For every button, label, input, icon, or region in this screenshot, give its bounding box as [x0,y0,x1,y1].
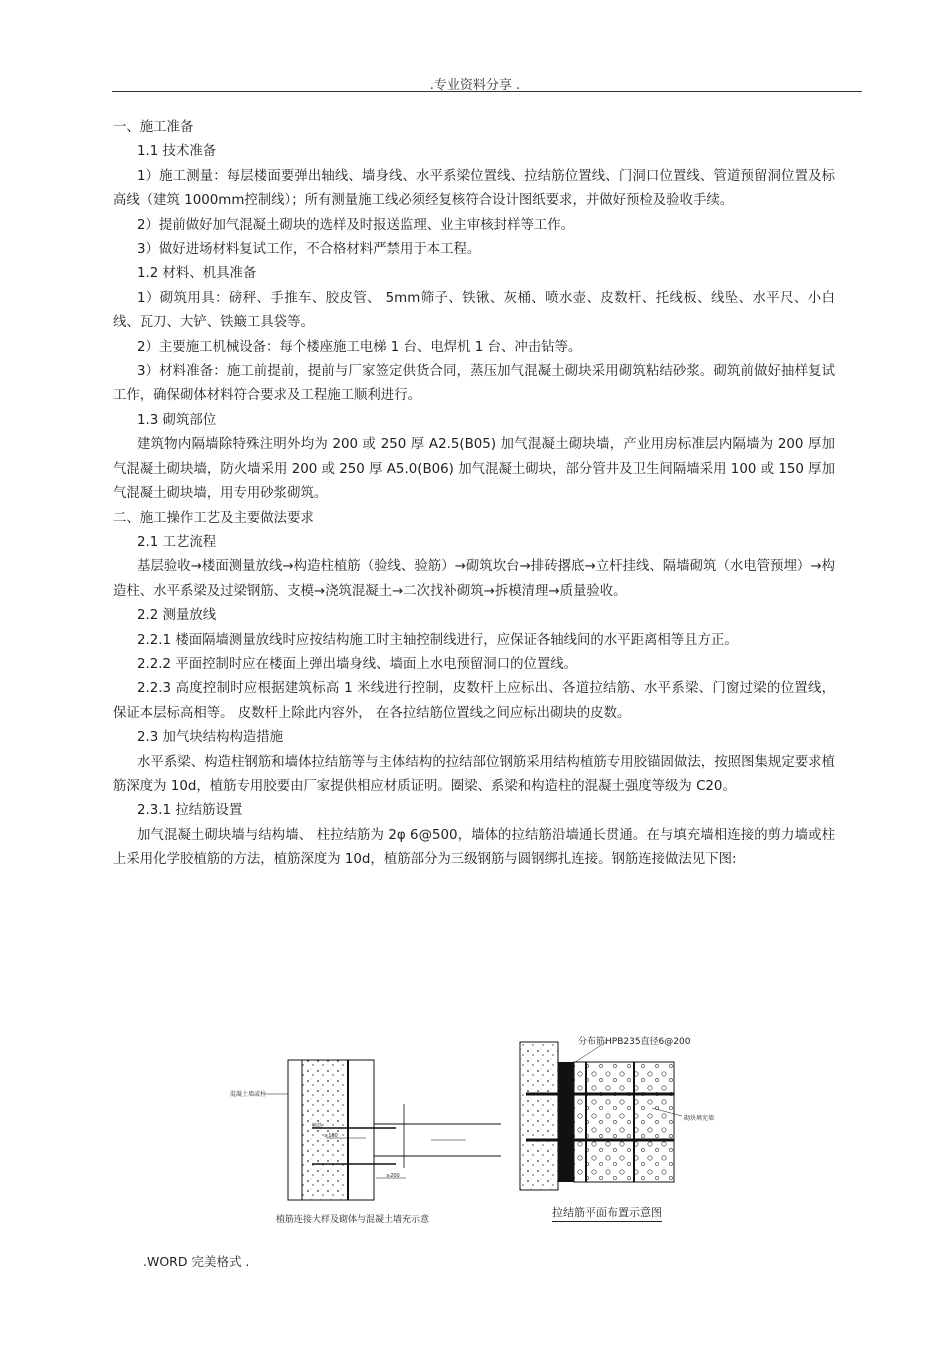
paragraph: 1）施工测量：每层楼面要弹出轴线、墙身线、水平系梁位置线、拉结筋位置线、门洞口位置线、管道预留洞位置及标高线（建筑 1000mm控制线）；所有测量施工线必须经复核符合设计图纸要求，并做好预检及验收手续。 [113,168,835,209]
page-header: .专业资料分享 . [429,78,521,93]
section-2-1-heading: 2.1 工艺流程 [137,534,217,550]
right-detail [520,1035,714,1190]
page-footer: .WORD 完美格式 . [143,1254,250,1269]
section-2-3-heading: 2.3 加气块结构构造措施 [137,730,284,746]
paragraph: 2）提前做好加气混凝土砌块的选样及时报送监理、业主审核封样等工作。 [137,217,575,233]
header-divider [112,91,862,92]
left-note-1: 植筋 [312,1123,323,1129]
rebar-detail-drawing [226,1028,726,1228]
left-wall-label: 混凝土墙或柱 [230,1091,267,1098]
paragraph: 2.2.1 楼面隔墙测量放线时应按结构施工时主轴控制线进行，应保证各轴线间的水平距离相等且方正。 [137,632,738,648]
section-1-title: 一、施工准备 [113,120,194,135]
paragraph: 3）做好进场材料复试工作，不合格材料严禁用于本工程。 [137,242,481,258]
paragraph: 2）主要施工机械设备：每个楼座施工电梯 1 台、电焊机 1 台、冲击钻等。 [137,339,582,355]
left-note-2: ≥100 [324,1133,338,1139]
paragraph: 1）砌筑用具：磅秤、手推车、胶皮管、 5mm筛子、铁锹、灰桶、喷水壶、皮数杆、托线板、线坠、水平尺、小白线、瓦刀、大铲、铁簸工具袋等。 [113,290,835,331]
paragraph: 2.2.2 平面控制时应在楼面上弹出墙身线、墙面上水电预留洞口的位置线。 [137,656,578,672]
paragraph: 水平系梁、构造柱钢筋和墙体拉结筋等与主体结构的拉结部位钢筋采用结构植筋专用胶锚固做法，按照图集规定要求植筋深度为 10d，植筋专用胶要由厂家提供相应材质证明。圈梁、系梁和构造柱的混凝土强度等级为 C20。 [113,754,835,794]
document-body [113,116,835,873]
section-2-3-1-heading: 2.3.1 拉结筋设置 [137,803,243,819]
right-top-label: 分布筋HPB235直径6@200 [578,1037,691,1047]
paragraph: 建筑物内隔墙除特殊注明外均为 200 或 250 厚 A2.5(B05) 加气混凝土砌块墙，产业用房标准层内隔墙为 200 厚加气混凝土砌块墙，防火墙采用 200 或 250 厚 A5.0(B06) 加气混凝土砌块，部分管井及卫生间隔墙采用 100 或 150 厚加气混凝土砌块墙，用专用砂浆砌筑。 [113,437,835,502]
paragraph: 3）材料准备：施工前提前，提前与厂家签定供货合同，蒸压加气混凝土砌块采用砌筑粘结砂浆。砌筑前做好抽样复试工作，确保砌体材料符合要求及工程施工顺利进行。 [113,364,835,404]
paragraph: 加气混凝土砌块墙与结构墙、 柱拉结筋为 2φ 6@500，墙体的拉结筋沿墙通长贯通。在与填充墙相连接的剪力墙或柱上采用化学胶植筋的方法，植筋深度为 10d，植筋部分为三级钢筋与圆钢绑扎连接。钢筋连接做法见下图: [113,827,835,868]
section-1-2-heading: 1.2 材料、机具准备 [137,266,257,282]
left-caption: 植筋连接大样及砌体与混凝土墙充示意 [276,1215,430,1225]
section-2-2-heading: 2.2 测量放线 [137,608,217,624]
paragraph: 2.2.3 高度控制时应根据建筑标高 1 米线进行控制，皮数杆上应标出、各道拉结筋、水平系梁、门窗过梁的位置线， 保证本层标高相等。 皮数杆上除此内容外， 在各拉结筋位置线之间应标出砌块的皮数。 [113,681,835,721]
section-2-title: 二、施工操作工艺及主要做法要求 [113,510,314,526]
rebar-connection-figure [226,1028,726,1228]
left-note-3: ≥200 [386,1173,400,1179]
section-1-1-heading: 1.1 技术准备 [137,144,217,160]
section-1-3-heading: 1.3 砌筑部位 [137,412,217,428]
paragraph: 基层验收→楼面测量放线→构造柱植筋（验线、验筋）→砌筑坎台→排砖撂底→立杆挂线、隔墙砌筑（水电管预埋）→构造柱、水平系梁及过梁钢筋、支模→浇筑混凝土→二次找补砌筑→拆模清理→质量验收。 [113,559,835,599]
right-side-label: 砌块填充墙 [684,1115,715,1122]
left-detail [230,1060,501,1200]
right-caption: 拉结筋平面布置示意图 [552,1204,662,1222]
